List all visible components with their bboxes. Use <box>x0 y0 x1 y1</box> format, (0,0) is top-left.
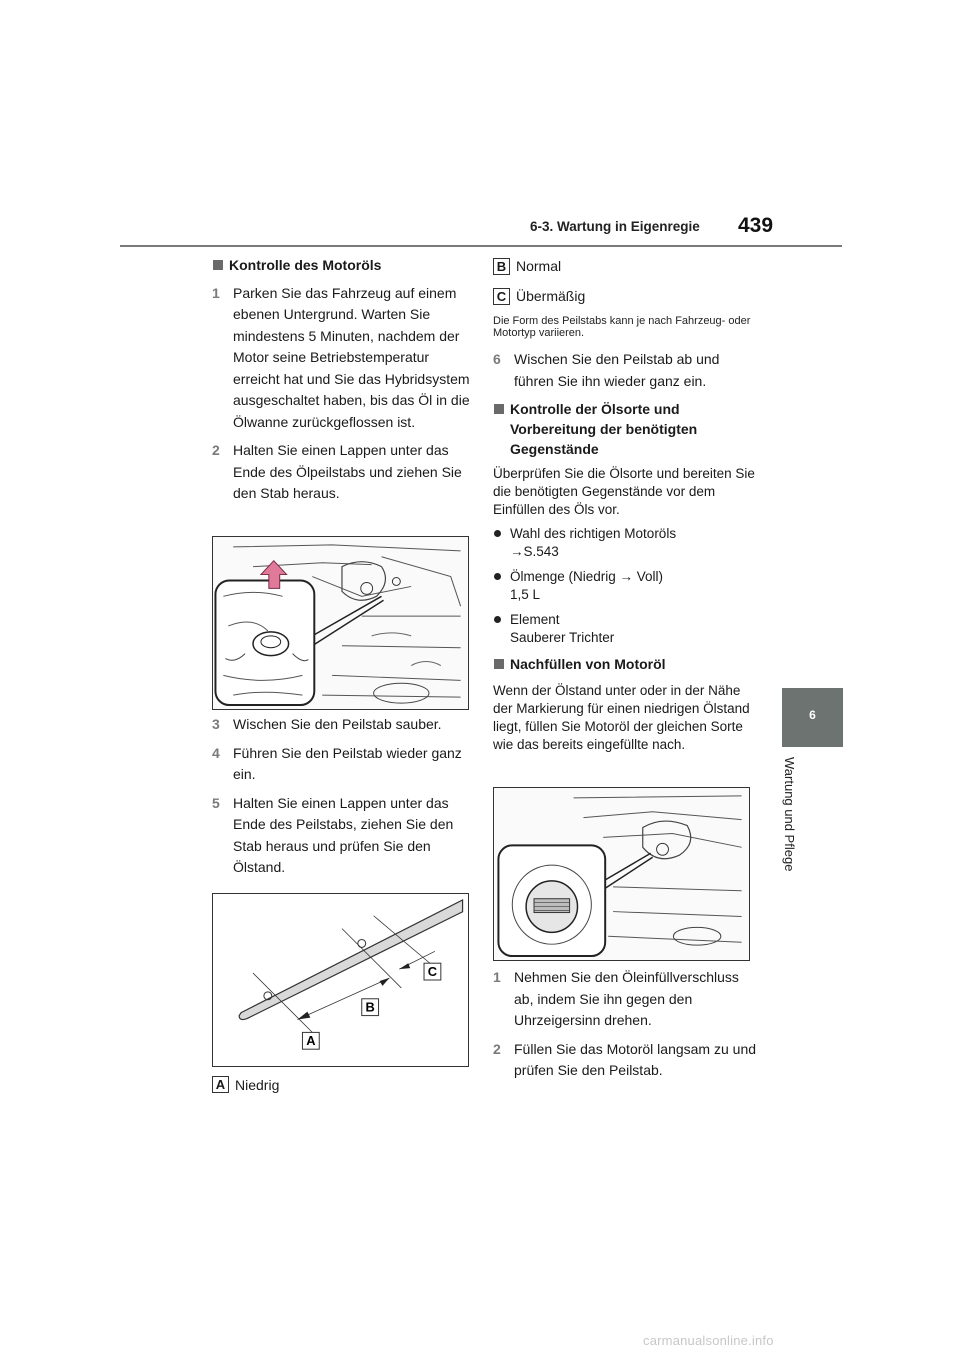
bullet-item: Element Sauberer Trichter <box>493 611 759 647</box>
legend-a-text: Niedrig <box>235 1077 280 1093</box>
step-item: 4 Führen Sie den Peilstab wieder ganz ein. <box>212 744 462 782</box>
section-title: 6-3. Wartung in Eigenregie <box>530 219 700 234</box>
bullet-dot-icon <box>494 573 501 580</box>
dipstick-label-c: C <box>427 964 438 980</box>
heading-marker-icon <box>494 404 504 414</box>
oil-type-paragraph: Überprüfen Sie die Ölsorte und bereiten Sie die benötigten Gegenstände vor dem Einfüllen des Öls vor. <box>493 466 755 517</box>
engine-dipstick-illustration <box>213 537 468 709</box>
bullet-item: Wahl des richtigen Motoröls →S.543 <box>493 525 759 561</box>
chapter-label <box>782 757 809 907</box>
section-heading-oil-check: Kontrolle des Motoröls <box>212 255 474 277</box>
figure-oil-filler-cap <box>493 787 750 961</box>
watermark: carmanualsonline.info <box>643 1333 774 1348</box>
page-number: 439 <box>738 214 774 237</box>
header-divider <box>120 245 842 247</box>
bullet-dot-icon <box>494 530 501 537</box>
legend-c: C Übermäßig <box>493 286 759 308</box>
step-item: 2 Füllen Sie das Motoröl langsam zu und prüfen Sie den Peilstab. <box>493 1040 757 1078</box>
dipstick-label-a: A <box>306 1033 316 1049</box>
heading-marker-icon <box>494 659 504 669</box>
dipstick-shape-note: Die Form des Peilstabs kann je nach Fahrzeug- oder Motortyp variieren. <box>493 315 751 339</box>
figure-engine-dipstick <box>212 536 469 710</box>
step-item: 3 Wischen Sie den Peilstab sauber. <box>212 716 442 732</box>
left-column-middle <box>212 714 474 886</box>
refill-paragraph: Wenn der Ölstand unter oder in der Nähe der Markierung für einen niedrigen Ölstand liegt, füllen Sie Motoröl der gleichen Sorte wie das bereits eingefüllte nach. <box>493 682 750 752</box>
chapter-number: 6 <box>809 708 816 722</box>
chapter-tab <box>782 688 843 747</box>
dipstick-levels-illustration <box>213 894 468 1066</box>
section-heading-oil-type: Kontrolle der Ölsorte und Vorbereitung der benötigten Gegenstände <box>493 399 759 459</box>
step-item: 1 Parken Sie das Fahrzeug auf einem ebenen Untergrund. Warten Sie mindestens 5 Minuten, nachdem der Motor seine Betriebstemperatur erreicht hat und Sie das Hybridsystem ausgeschaltet haben, bis das Öl in die Ölwanne zurückgeflossen ist. <box>212 284 470 430</box>
step-item: 2 Halten Sie einen Lappen unter das Ende des Ölpeilstabs und ziehen Sie den Stab heraus. <box>212 442 462 501</box>
figure-dipstick-levels <box>212 893 469 1067</box>
page-reference-link[interactable]: →S.543 <box>510 544 559 559</box>
step-item: 6 Wischen Sie den Peilstab ab und führen Sie ihn wieder ganz ein. <box>493 351 720 389</box>
left-column <box>212 255 474 512</box>
legend-b: B Normal <box>493 256 759 278</box>
dipstick-label-b: B <box>365 999 375 1015</box>
right-column <box>493 256 759 760</box>
bullet-dot-icon <box>494 616 501 623</box>
right-column-steps <box>493 967 759 1089</box>
legend-a-letter: A <box>212 1076 229 1093</box>
chapter-label-text: Wartung und Pflege <box>782 757 797 872</box>
heading-marker-icon <box>213 260 223 270</box>
section-heading-refill: Nachfüllen von Motoröl <box>493 654 759 676</box>
step-item: 5 Halten Sie einen Lappen unter das Ende des Peilstabs, ziehen Sie den Stab heraus und prüfen Sie den Ölstand. <box>212 794 454 875</box>
oil-filler-cap-illustration <box>494 788 749 960</box>
bullet-item: Ölmenge (Niedrig → Voll) 1,5 L <box>493 568 759 604</box>
step-item: 1 Nehmen Sie den Öleinfüllverschluss ab, indem Sie ihn gegen den Uhrzeigersinn drehen. <box>493 969 739 1028</box>
